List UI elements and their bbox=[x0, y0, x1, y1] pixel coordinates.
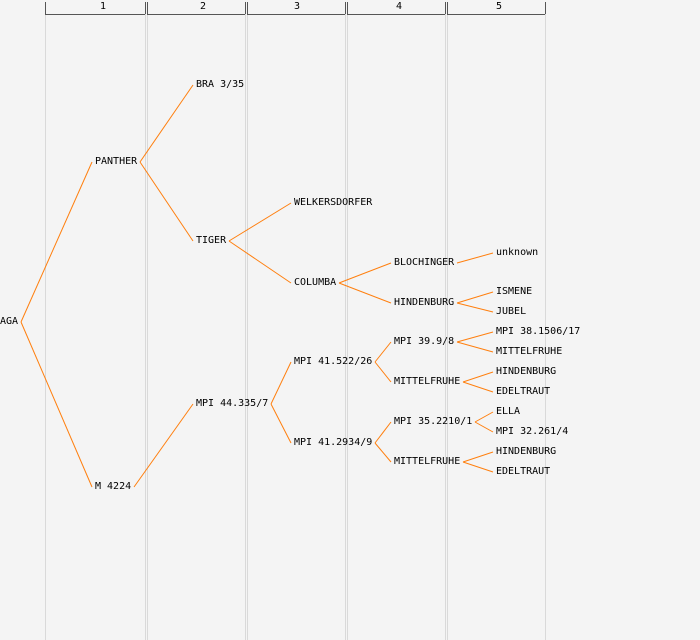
pedigree-edge bbox=[271, 404, 291, 443]
generation-number-4: 4 bbox=[395, 1, 403, 12]
pedigree-edge bbox=[21, 322, 92, 487]
pedigree-node[interactable]: MPI 35.2210/1 bbox=[394, 416, 473, 427]
pedigree-edge bbox=[134, 404, 193, 487]
pedigree-edge bbox=[375, 362, 391, 382]
pedigree-node[interactable]: COLUMBA bbox=[294, 277, 337, 288]
pedigree-edge bbox=[339, 263, 391, 283]
pedigree-node[interactable]: AGA bbox=[0, 316, 19, 327]
pedigree-node[interactable]: MPI 39.9/8 bbox=[394, 336, 455, 347]
pedigree-edge bbox=[457, 292, 493, 303]
pedigree-edge bbox=[463, 462, 493, 472]
pedigree-edge bbox=[475, 422, 493, 432]
generation-number-1: 1 bbox=[99, 1, 107, 12]
pedigree-edge bbox=[229, 203, 291, 241]
pedigree-node[interactable]: MITTELFRUHE bbox=[394, 376, 461, 387]
pedigree-node[interactable]: BRA 3/35 bbox=[196, 79, 245, 90]
generation-number-2: 2 bbox=[199, 1, 207, 12]
pedigree-edge bbox=[463, 372, 493, 382]
pedigree-edge bbox=[375, 422, 391, 443]
pedigree-node[interactable]: WELKERSDORFER bbox=[294, 197, 373, 208]
pedigree-edge bbox=[463, 452, 493, 462]
pedigree-edge bbox=[463, 382, 493, 392]
pedigree-edge bbox=[475, 412, 493, 422]
generation-number-3: 3 bbox=[293, 1, 301, 12]
pedigree-node[interactable]: MITTELFRUHE bbox=[496, 346, 563, 357]
pedigree-edge bbox=[21, 162, 92, 322]
pedigree-edge bbox=[375, 342, 391, 362]
pedigree-node[interactable]: HINDENBURG bbox=[496, 446, 557, 457]
pedigree-node[interactable]: BLOCHINGER bbox=[394, 257, 455, 268]
pedigree-node[interactable]: EDELTRAUT bbox=[496, 386, 551, 397]
pedigree-node[interactable]: HINDENBURG bbox=[394, 297, 455, 308]
pedigree-edge bbox=[229, 241, 291, 283]
generation-number-5: 5 bbox=[495, 1, 503, 12]
pedigree-node[interactable]: ELLA bbox=[496, 406, 521, 417]
pedigree-node[interactable]: M 4224 bbox=[95, 481, 132, 492]
pedigree-edge bbox=[457, 303, 493, 312]
pedigree-node[interactable]: ISMENE bbox=[496, 286, 533, 297]
pedigree-edge bbox=[339, 283, 391, 303]
pedigree-node[interactable]: HINDENBURG bbox=[496, 366, 557, 377]
pedigree-node[interactable]: MPI 44.335/7 bbox=[196, 398, 269, 409]
pedigree-edge bbox=[375, 443, 391, 462]
pedigree-node[interactable]: PANTHER bbox=[95, 156, 138, 167]
pedigree-node[interactable]: MPI 41.2934/9 bbox=[294, 437, 373, 448]
pedigree-edge bbox=[457, 342, 493, 352]
pedigree-node[interactable]: MPI 41.522/26 bbox=[294, 356, 373, 367]
pedigree-node[interactable]: MPI 32.261/4 bbox=[496, 426, 569, 437]
pedigree-edge bbox=[271, 362, 291, 404]
pedigree-node[interactable]: TIGER bbox=[196, 235, 227, 246]
pedigree-node[interactable]: EDELTRAUT bbox=[496, 466, 551, 477]
pedigree-node[interactable]: MITTELFRUHE bbox=[394, 456, 461, 467]
pedigree-node[interactable]: JUBEL bbox=[496, 306, 527, 317]
pedigree-node[interactable]: unknown bbox=[496, 247, 539, 258]
pedigree-edge bbox=[457, 332, 493, 342]
pedigree-edge bbox=[457, 253, 493, 263]
pedigree-node[interactable]: MPI 38.1506/17 bbox=[496, 326, 581, 337]
